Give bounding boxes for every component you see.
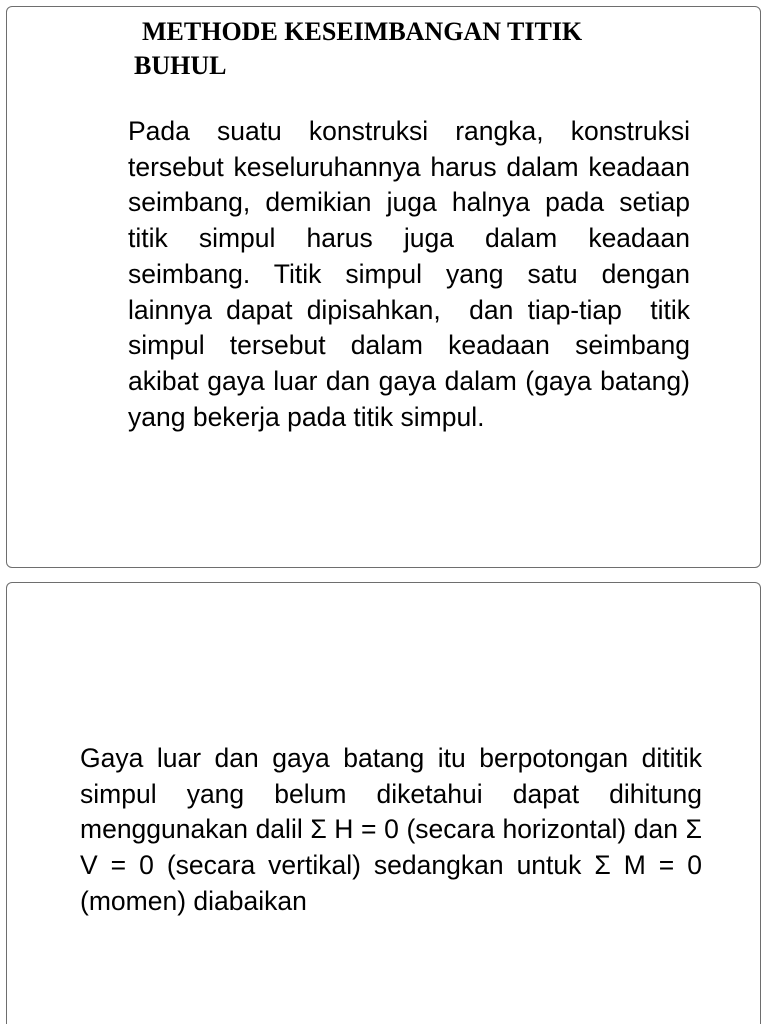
slide-2-body: Gaya luar dan gaya batang itu berpotongan dititik simpul yang belum diketahui dapat dihitung menggunakan dalil Σ H = 0 (secara horizontal) dan Σ V = 0 (secara vertikal) sedangkan untuk Σ M = 0 (momen) diabaikan (80, 743, 710, 916)
slide-2 (6, 582, 761, 1024)
slide-1-body: Pada suatu konstruksi rangka, konstruksi tersebut keseluruhannya harus dalam keadaan seimbang, demikian juga halnya pada setiap titik simpul harus juga dalam keadaan seimbang. Titik simpul yang satu dengan lainnya dapat dipisahkan, dan tiap-tiap titik simpul tersebut dalam keadaan seimbang akibat gaya luar dan gaya dalam (gaya batang) yang bekerja pada titik simpul. (128, 116, 698, 432)
slide-1-title: METHODE KESEIMBANGAN TITIK BUHUL (134, 17, 583, 80)
slide-1 (6, 6, 761, 568)
